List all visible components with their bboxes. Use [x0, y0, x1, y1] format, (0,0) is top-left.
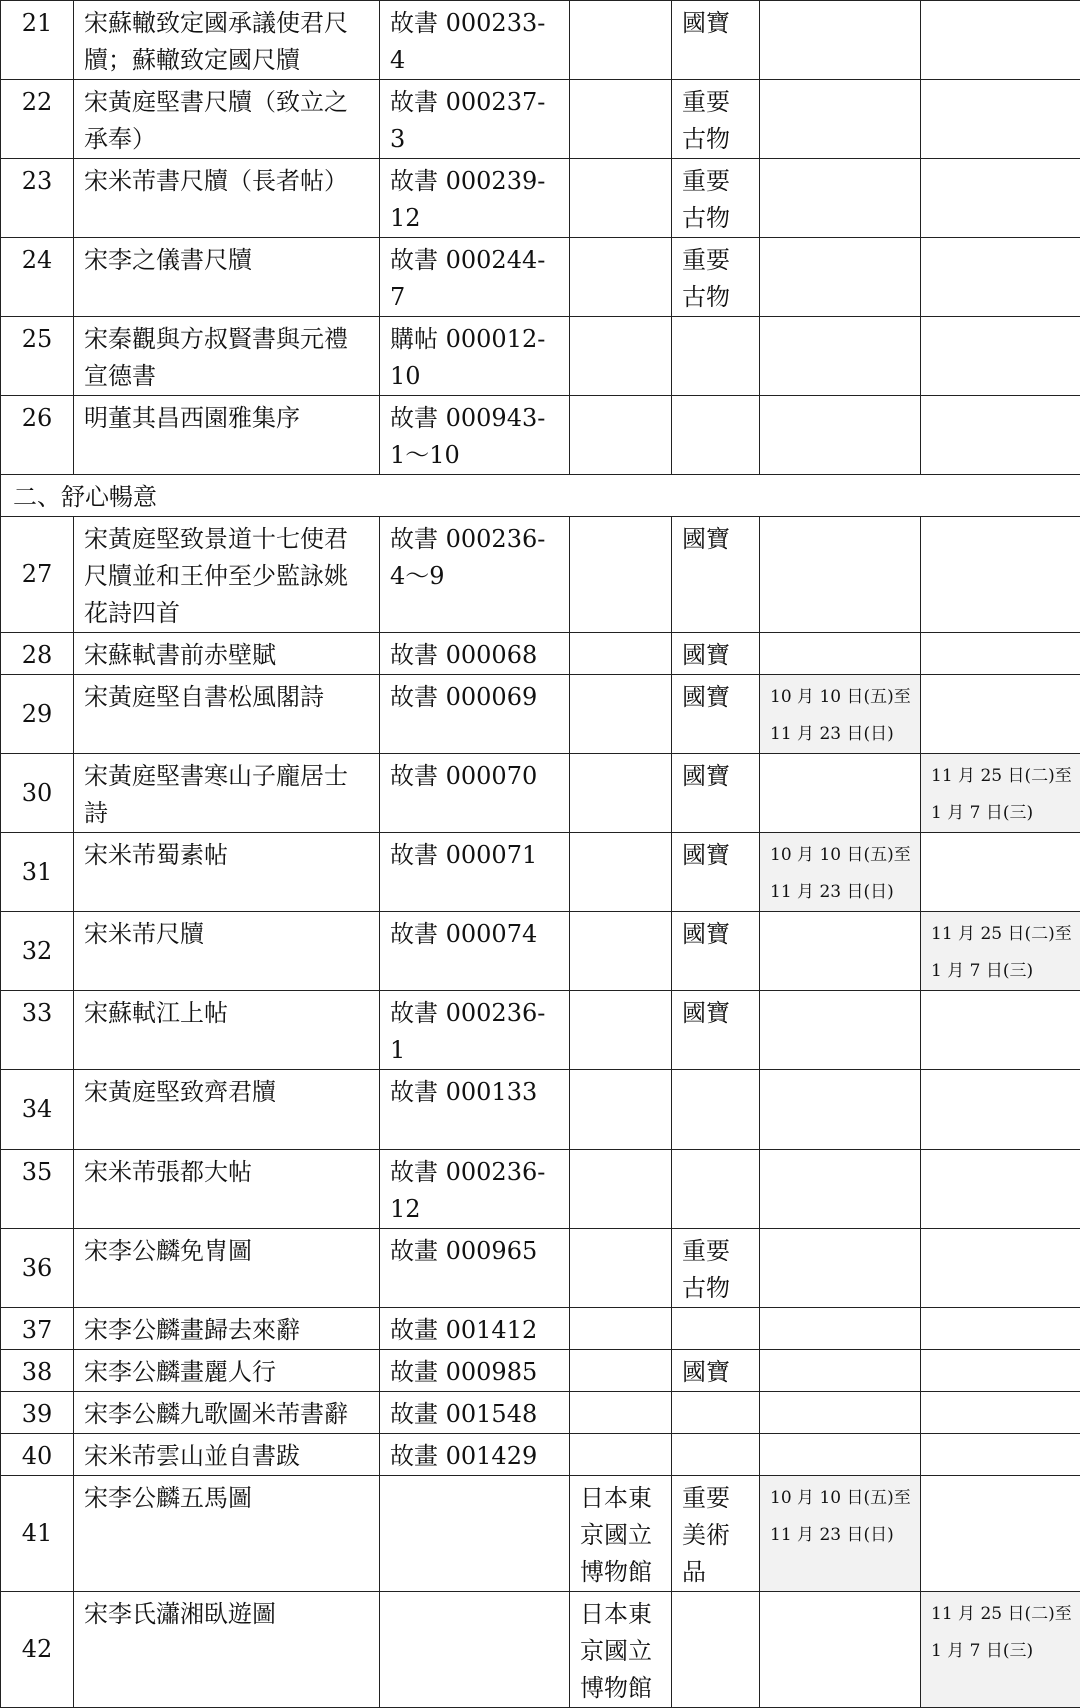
- item-id-cell: 故書 000236-1: [380, 991, 570, 1070]
- item-title-cell: 宋黃庭堅致景道十七使君尺牘並和王仲至少監詠姚花詩四首: [74, 517, 380, 633]
- table-row: [1, 159, 1080, 238]
- display-period-2-cell: [921, 1229, 1080, 1308]
- display-period-2-cell: [921, 1350, 1080, 1392]
- item-number-cell: 23: [1, 159, 74, 238]
- table-row: [1, 1592, 1080, 1708]
- display-period-2-cell: [921, 1070, 1080, 1150]
- item-title-cell: 宋黃庭堅致齊君牘: [74, 1070, 380, 1150]
- table-row: [1, 1229, 1080, 1308]
- item-id-cell: 故書 000943-1～10: [380, 396, 570, 475]
- display-period-1-cell: [760, 1308, 921, 1350]
- display-period-2-cell: 11 月 25 日(二)至 1 月 7 日(三): [921, 1592, 1080, 1708]
- item-number-cell: 40: [1, 1434, 74, 1476]
- item-number-cell: 30: [1, 754, 74, 833]
- item-number-cell: 41: [1, 1476, 74, 1592]
- item-grade-cell: 國寶: [672, 517, 760, 633]
- item-number-cell: 32: [1, 912, 74, 991]
- item-grade-cell: 重要古物: [672, 159, 760, 238]
- section-heading-row: [1, 475, 1080, 517]
- item-title-cell: 宋米芾張都大帖: [74, 1150, 380, 1229]
- item-title-cell: 宋李公麟九歌圖米芾書辭: [74, 1392, 380, 1434]
- display-period-1-cell: [760, 1434, 921, 1476]
- item-number-cell: 26: [1, 396, 74, 475]
- item-id-cell: 故畫 000985: [380, 1350, 570, 1392]
- item-id-cell: 故書 000236-4～9: [380, 517, 570, 633]
- item-grade-cell: [672, 396, 760, 475]
- item-grade-cell: [672, 1070, 760, 1150]
- display-period-1-cell: [760, 633, 921, 675]
- item-id-cell: 故書 000071: [380, 833, 570, 912]
- item-id-cell: 故書 000237-3: [380, 80, 570, 159]
- item-title-cell: 宋米芾書尺牘（長者帖）: [74, 159, 380, 238]
- item-id-cell: 故書 000239-12: [380, 159, 570, 238]
- item-number-cell: 42: [1, 1592, 74, 1708]
- item-id-cell: 故書 000244-7: [380, 238, 570, 317]
- item-number-cell: 37: [1, 1308, 74, 1350]
- item-grade-cell: 重要古物: [672, 238, 760, 317]
- item-grade-cell: 重要古物: [672, 1229, 760, 1308]
- display-period-1-cell: 10 月 10 日(五)至 11 月 23 日(日): [760, 833, 921, 912]
- item-number-cell: 28: [1, 633, 74, 675]
- item-lender-cell: [570, 675, 672, 754]
- display-period-1-cell: [760, 238, 921, 317]
- item-grade-cell: 國寶: [672, 633, 760, 675]
- item-id-cell: 故書 000068: [380, 633, 570, 675]
- item-number-cell: 35: [1, 1150, 74, 1229]
- item-lender-cell: [570, 991, 672, 1070]
- item-grade-cell: 重要古物: [672, 80, 760, 159]
- item-id-cell: 購帖 000012-10: [380, 317, 570, 396]
- item-lender-cell: [570, 80, 672, 159]
- item-grade-cell: 國寶: [672, 1350, 760, 1392]
- item-lender-cell: [570, 1392, 672, 1434]
- item-number-cell: 25: [1, 317, 74, 396]
- item-grade-cell: 國寶: [672, 675, 760, 754]
- item-lender-cell: 日本東京國立博物館: [570, 1592, 672, 1708]
- display-period-2-cell: [921, 1308, 1080, 1350]
- table-row: [1, 1308, 1080, 1350]
- display-period-1-cell: [760, 517, 921, 633]
- item-lender-cell: 日本東京國立博物館: [570, 1476, 672, 1592]
- item-id-cell: 故畫 000965: [380, 1229, 570, 1308]
- item-number-cell: 38: [1, 1350, 74, 1392]
- item-grade-cell: 國寶: [672, 912, 760, 991]
- item-grade-cell: 重要美術品: [672, 1476, 760, 1592]
- item-title-cell: 宋李公麟五馬圖: [74, 1476, 380, 1592]
- item-lender-cell: [570, 912, 672, 991]
- table-row: [1, 80, 1080, 159]
- table-row: [1, 1434, 1080, 1476]
- display-period-2-cell: [921, 80, 1080, 159]
- display-period-1-cell: [760, 80, 921, 159]
- display-period-1-cell: [760, 912, 921, 991]
- item-id-cell: 故書 000236-12: [380, 1150, 570, 1229]
- item-id-cell: [380, 1592, 570, 1708]
- item-id-cell: 故畫 001429: [380, 1434, 570, 1476]
- item-lender-cell: [570, 833, 672, 912]
- display-period-2-cell: [921, 1434, 1080, 1476]
- item-lender-cell: [570, 159, 672, 238]
- display-period-1-cell: [760, 1150, 921, 1229]
- table-row: [1, 1070, 1080, 1150]
- item-lender-cell: [570, 1070, 672, 1150]
- item-title-cell: 宋黃庭堅書尺牘（致立之承奉）: [74, 80, 380, 159]
- table-row: [1, 633, 1080, 675]
- table-row: [1, 754, 1080, 833]
- display-period-2-cell: [921, 633, 1080, 675]
- table-row: [1, 238, 1080, 317]
- item-title-cell: 宋黃庭堅自書松風閣詩: [74, 675, 380, 754]
- display-period-2-cell: [921, 317, 1080, 396]
- display-period-1-cell: [760, 159, 921, 238]
- item-lender-cell: [570, 1, 672, 80]
- display-period-1-cell: [760, 991, 921, 1070]
- item-number-cell: 24: [1, 238, 74, 317]
- display-period-1-cell: [760, 1350, 921, 1392]
- item-grade-cell: 國寶: [672, 991, 760, 1070]
- item-title-cell: 宋蘇轍致定國承議使君尺牘；蘇轍致定國尺牘: [74, 1, 380, 80]
- item-title-cell: 宋黃庭堅書寒山子龐居士詩: [74, 754, 380, 833]
- display-period-1-cell: [760, 396, 921, 475]
- item-number-cell: 21: [1, 1, 74, 80]
- table-row: [1, 1476, 1080, 1592]
- item-lender-cell: [570, 317, 672, 396]
- item-id-cell: 故書 000069: [380, 675, 570, 754]
- item-id-cell: 故書 000233-4: [380, 1, 570, 80]
- item-number-cell: 34: [1, 1070, 74, 1150]
- item-id-cell: 故畫 001412: [380, 1308, 570, 1350]
- item-grade-cell: [672, 1592, 760, 1708]
- display-period-1-cell: [760, 1070, 921, 1150]
- item-number-cell: 39: [1, 1392, 74, 1434]
- table-row: [1, 991, 1080, 1070]
- item-id-cell: 故書 000070: [380, 754, 570, 833]
- item-grade-cell: 國寶: [672, 754, 760, 833]
- table-row: [1, 912, 1080, 991]
- item-title-cell: 宋李公麟畫歸去來辭: [74, 1308, 380, 1350]
- item-title-cell: 宋李公麟畫麗人行: [74, 1350, 380, 1392]
- item-number-cell: 31: [1, 833, 74, 912]
- item-title-cell: 宋李公麟免冑圖: [74, 1229, 380, 1308]
- table-row: [1, 833, 1080, 912]
- item-lender-cell: [570, 396, 672, 475]
- display-period-2-cell: 11 月 25 日(二)至 1 月 7 日(三): [921, 912, 1080, 991]
- item-id-cell: 故書 000074: [380, 912, 570, 991]
- item-number-cell: 22: [1, 80, 74, 159]
- item-lender-cell: [570, 1434, 672, 1476]
- display-period-2-cell: [921, 1392, 1080, 1434]
- item-lender-cell: [570, 633, 672, 675]
- display-period-1-cell: [760, 317, 921, 396]
- display-period-2-cell: [921, 833, 1080, 912]
- table-row: [1, 1392, 1080, 1434]
- item-title-cell: 宋李氏瀟湘臥遊圖: [74, 1592, 380, 1708]
- display-period-2-cell: [921, 238, 1080, 317]
- item-grade-cell: [672, 317, 760, 396]
- display-period-1-cell: [760, 1392, 921, 1434]
- display-period-1-cell: [760, 1229, 921, 1308]
- item-title-cell: 宋蘇軾書前赤壁賦: [74, 633, 380, 675]
- item-number-cell: 27: [1, 517, 74, 633]
- table-row: [1, 317, 1080, 396]
- section-heading: 二、舒心暢意: [1, 475, 1080, 517]
- table-row: [1, 1, 1080, 80]
- table-row: [1, 396, 1080, 475]
- item-number-cell: 29: [1, 675, 74, 754]
- display-period-2-cell: [921, 1476, 1080, 1592]
- display-period-2-cell: [921, 991, 1080, 1070]
- display-period-2-cell: [921, 675, 1080, 754]
- item-lender-cell: [570, 754, 672, 833]
- item-grade-cell: [672, 1150, 760, 1229]
- item-grade-cell: [672, 1308, 760, 1350]
- display-period-1-cell: 10 月 10 日(五)至 11 月 23 日(日): [760, 1476, 921, 1592]
- display-period-1-cell: 10 月 10 日(五)至 11 月 23 日(日): [760, 675, 921, 754]
- display-period-2-cell: [921, 1150, 1080, 1229]
- item-id-cell: 故書 000133: [380, 1070, 570, 1150]
- exhibit-list-body: [1, 1, 1080, 1708]
- display-period-1-cell: [760, 1592, 921, 1708]
- item-lender-cell: [570, 1308, 672, 1350]
- item-title-cell: 宋蘇軾江上帖: [74, 991, 380, 1070]
- item-lender-cell: [570, 238, 672, 317]
- item-number-cell: 36: [1, 1229, 74, 1308]
- table-row: [1, 675, 1080, 754]
- display-period-2-cell: [921, 159, 1080, 238]
- display-period-1-cell: [760, 754, 921, 833]
- item-lender-cell: [570, 517, 672, 633]
- item-title-cell: 宋李之儀書尺牘: [74, 238, 380, 317]
- display-period-2-cell: [921, 1, 1080, 80]
- table-row: [1, 517, 1080, 633]
- item-title-cell: 宋米芾雲山並自書跋: [74, 1434, 380, 1476]
- display-period-2-cell: [921, 396, 1080, 475]
- item-grade-cell: [672, 1392, 760, 1434]
- item-grade-cell: [672, 1434, 760, 1476]
- item-grade-cell: 國寶: [672, 1, 760, 80]
- item-title-cell: 宋米芾尺牘: [74, 912, 380, 991]
- item-number-cell: 33: [1, 991, 74, 1070]
- item-grade-cell: 國寶: [672, 833, 760, 912]
- item-id-cell: 故畫 001548: [380, 1392, 570, 1434]
- display-period-2-cell: [921, 517, 1080, 633]
- item-title-cell: 明董其昌西園雅集序: [74, 396, 380, 475]
- table-row: [1, 1350, 1080, 1392]
- item-lender-cell: [570, 1229, 672, 1308]
- display-period-2-cell: 11 月 25 日(二)至 1 月 7 日(三): [921, 754, 1080, 833]
- item-title-cell: 宋米芾蜀素帖: [74, 833, 380, 912]
- item-id-cell: [380, 1476, 570, 1592]
- item-lender-cell: [570, 1350, 672, 1392]
- display-period-1-cell: [760, 1, 921, 80]
- item-title-cell: 宋秦觀與方叔賢書與元禮宣德書: [74, 317, 380, 396]
- item-lender-cell: [570, 1150, 672, 1229]
- table-row: [1, 1150, 1080, 1229]
